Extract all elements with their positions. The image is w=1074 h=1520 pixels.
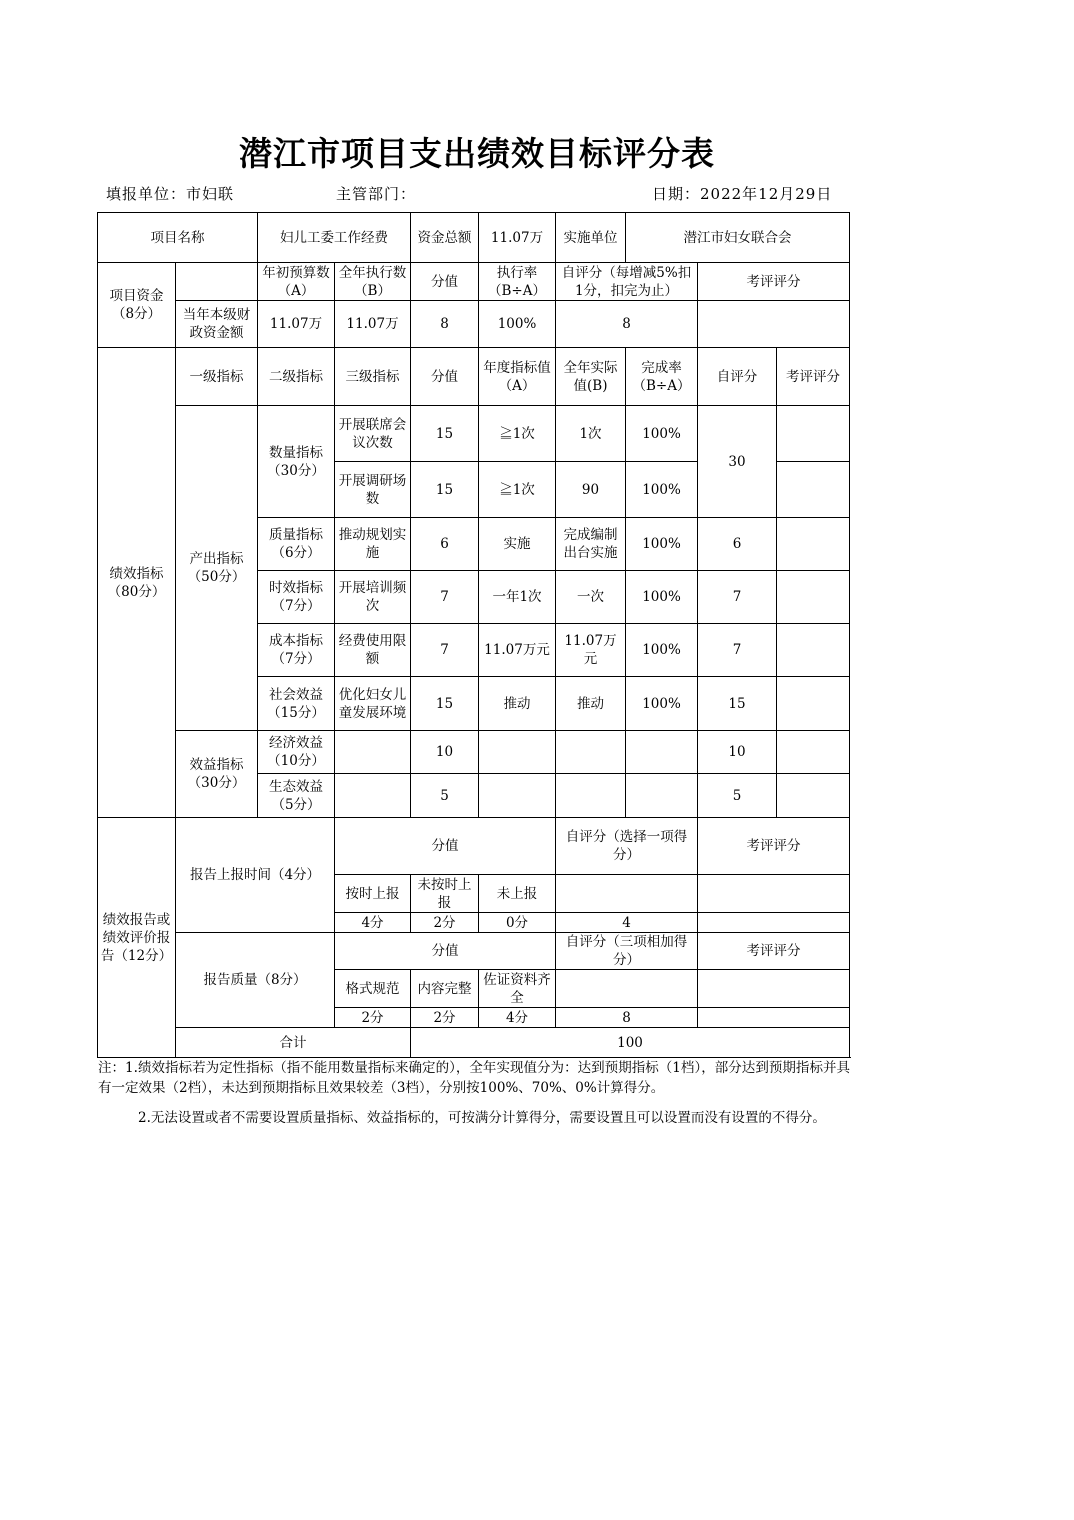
note-2: 2.无法设置或者不需要设置质量指标、效益指标的，可按满分计算得分，需要设置且可以设置而没有设置的不得分。 — [138, 1110, 826, 1126]
indicator-l3: 经费使用限额 — [335, 624, 411, 677]
indicator-target: 推动 — [479, 677, 556, 731]
indicator-l2: 经济效益（10分） — [258, 731, 335, 774]
report-time-pts-ontime: 4分 — [335, 913, 411, 933]
indicator-l3: 开展联席会议次数 — [335, 406, 411, 462]
funds-exec: 11.07万 — [335, 301, 411, 348]
indicator-score: 15 — [411, 406, 479, 462]
report-quality-pts-evidence: 4分 — [479, 1008, 556, 1028]
indicator-actual: 完成编制出台实施 — [556, 518, 626, 571]
page-title: 潜江市项目支出绩效目标评分表 — [239, 134, 715, 173]
report-quality-review — [698, 1008, 850, 1028]
indicator-self: 7 — [698, 624, 777, 677]
report-time-self-blank — [556, 875, 698, 913]
indicator-score: 6 — [411, 518, 479, 571]
report-time-opt-ontime: 按时上报 — [335, 875, 411, 913]
perf-head-score: 分值 — [411, 348, 479, 406]
report-quality-label: 报告质量（8分） — [176, 933, 335, 1028]
indicator-target — [479, 731, 556, 774]
indicator-review — [777, 624, 850, 677]
funds-header-row — [98, 263, 850, 301]
indicator-actual: 推动 — [556, 677, 626, 731]
impl-unit-label: 实施单位 — [556, 213, 626, 263]
report-time-score-label: 分值 — [335, 818, 556, 875]
indicator-score: 7 — [411, 571, 479, 624]
funds-col-self: 自评分（每增减5%扣1分，扣完为止） — [556, 263, 698, 301]
perf-row — [98, 731, 850, 774]
perf-head-rate: 完成率（B÷A） — [626, 348, 698, 406]
indicator-l3 — [335, 731, 411, 774]
report-quality-review-blank — [698, 970, 850, 1008]
indicator-review — [777, 774, 850, 818]
perf-head-actual: 全年实际值(B) — [556, 348, 626, 406]
indicator-l2: 生态效益（5分） — [258, 774, 335, 818]
funds-budget: 11.07万 — [258, 301, 335, 348]
funds-value-row — [98, 301, 850, 348]
indicator-self: 30 — [698, 406, 777, 518]
indicator-review — [777, 731, 850, 774]
perf-header-row — [98, 348, 850, 406]
report-time-review-blank — [698, 875, 850, 913]
indicator-review — [777, 406, 850, 462]
perf-head-target: 年度指标值（A） — [479, 348, 556, 406]
notes — [98, 1058, 850, 1138]
perf-row — [98, 406, 850, 462]
indicator-target: ≧1次 — [479, 406, 556, 462]
perf-head-review: 考评评分 — [777, 348, 850, 406]
indicator-actual: 1次 — [556, 406, 626, 462]
funds-section-label: 项目资金（8分） — [98, 263, 176, 348]
report-quality-opt-evidence: 佐证资料齐全 — [479, 970, 556, 1008]
indicator-rate — [626, 774, 698, 818]
indicator-self: 5 — [698, 774, 777, 818]
report-quality-pts-format: 2分 — [335, 1008, 411, 1028]
indicator-l2: 社会效益（15分） — [258, 677, 335, 731]
benefit-indicator-label: 效益指标（30分） — [176, 731, 258, 818]
indicator-rate: 100% — [626, 406, 698, 462]
indicator-review — [777, 571, 850, 624]
project-name-label: 项目名称 — [98, 213, 258, 263]
indicator-rate — [626, 731, 698, 774]
indicator-l2: 质量指标（6分） — [258, 518, 335, 571]
perf-section-label: 绩效指标（80分） — [98, 348, 176, 818]
indicator-actual: 90 — [556, 462, 626, 518]
indicator-actual: 11.07万元 — [556, 624, 626, 677]
project-name: 妇儿工委工作经费 — [258, 213, 411, 263]
indicator-self: 6 — [698, 518, 777, 571]
indicator-rate: 100% — [626, 571, 698, 624]
indicator-actual: 一次 — [556, 571, 626, 624]
perf-head-l1: 一级指标 — [176, 348, 258, 406]
funds-score: 8 — [411, 301, 479, 348]
report-quality-review-label: 考评评分 — [698, 933, 850, 970]
indicator-score: 5 — [411, 774, 479, 818]
perf-head-l2: 二级指标 — [258, 348, 335, 406]
indicator-score: 15 — [411, 677, 479, 731]
indicator-target — [479, 774, 556, 818]
indicator-actual — [556, 731, 626, 774]
project-row — [98, 213, 850, 263]
indicator-l2: 时效指标（7分） — [258, 571, 335, 624]
report-time-self: 4 — [556, 913, 698, 933]
indicator-self: 7 — [698, 571, 777, 624]
funds-self: 8 — [556, 301, 698, 348]
indicator-self: 10 — [698, 731, 777, 774]
indicator-target: ≧1次 — [479, 462, 556, 518]
output-indicator-label: 产出指标（50分） — [176, 406, 258, 731]
indicator-review — [777, 677, 850, 731]
funds-col-exec: 全年执行数（B） — [335, 263, 411, 301]
indicator-target: 一年1次 — [479, 571, 556, 624]
funds-col-review: 考评评分 — [698, 263, 850, 301]
report-time-opt-none: 未上报 — [479, 875, 556, 913]
indicator-rate: 100% — [626, 518, 698, 571]
report-quality-self-blank — [556, 970, 698, 1008]
report-time-header-row — [98, 818, 850, 875]
report-quality-header-row — [98, 933, 850, 970]
report-time-review — [698, 913, 850, 933]
indicator-l3 — [335, 774, 411, 818]
report-time-pts-none: 0分 — [479, 913, 556, 933]
report-quality-score-label: 分值 — [335, 933, 556, 970]
report-quality-opt-format: 格式规范 — [335, 970, 411, 1008]
indicator-score: 7 — [411, 624, 479, 677]
indicator-l3: 开展调研场数 — [335, 462, 411, 518]
indicator-review — [777, 462, 850, 518]
indicator-rate: 100% — [626, 462, 698, 518]
report-quality-opt-content: 内容完整 — [411, 970, 479, 1008]
funds-review — [698, 301, 850, 348]
funds-col-budget: 年初预算数（A） — [258, 263, 335, 301]
report-section-label: 绩效报告或绩效评价报告（12分） — [98, 818, 176, 1058]
report-date: 日期：2022年12月29日 — [652, 185, 833, 203]
indicator-l3: 优化妇女儿童发展环境 — [335, 677, 411, 731]
report-time-review-label: 考评评分 — [698, 818, 850, 875]
note-1: 注：1.绩效指标若为定性指标（指不能用数量指标来确定的），全年实现值分为：达到预期指标（1档），部分达到预期指标并具有一定效果（2档），未达到预期指标且效果较差（3档），分别按100%、70%、0%计算得分。 — [98, 1060, 850, 1096]
perf-head-l3: 三级指标 — [335, 348, 411, 406]
indicator-l3: 推动规划实施 — [335, 518, 411, 571]
perf-head-self: 自评分 — [698, 348, 777, 406]
indicator-target: 实施 — [479, 518, 556, 571]
funds-col-score: 分值 — [411, 263, 479, 301]
report-time-opt-late: 未按时上报 — [411, 875, 479, 913]
total-label: 合计 — [176, 1028, 411, 1058]
report-quality-self: 8 — [556, 1008, 698, 1028]
fund-total: 11.07万 — [479, 213, 556, 263]
fill-unit: 填报单位：市妇联 — [106, 185, 235, 203]
indicator-self: 15 — [698, 677, 777, 731]
fund-total-label: 资金总额 — [411, 213, 479, 263]
report-quality-self-label: 自评分（三项相加得分） — [556, 933, 698, 970]
report-quality-pts-content: 2分 — [411, 1008, 479, 1028]
funds-rate: 100% — [479, 301, 556, 348]
indicator-score: 10 — [411, 731, 479, 774]
funds-row-label: 当年本级财政资金额 — [176, 301, 258, 348]
report-time-self-label: 自评分（选择一项得分） — [556, 818, 698, 875]
impl-unit: 潜江市妇女联合会 — [626, 213, 850, 263]
funds-blank — [176, 263, 258, 301]
indicator-l2: 数量指标（30分） — [258, 406, 335, 518]
indicator-l3: 开展培训频次 — [335, 571, 411, 624]
report-time-pts-late: 2分 — [411, 913, 479, 933]
indicator-l2: 成本指标（7分） — [258, 624, 335, 677]
indicator-rate: 100% — [626, 624, 698, 677]
indicator-review — [777, 518, 850, 571]
total-value: 100 — [411, 1028, 850, 1058]
funds-col-rate: 执行率（B÷A） — [479, 263, 556, 301]
report-time-label: 报告上报时间（4分） — [176, 818, 335, 933]
indicator-actual — [556, 774, 626, 818]
total-row — [98, 1028, 850, 1058]
indicator-target: 11.07万元 — [479, 624, 556, 677]
score-table — [97, 212, 850, 1058]
supervising-dept: 主管部门： — [336, 185, 417, 203]
indicator-rate: 100% — [626, 677, 698, 731]
indicator-score: 15 — [411, 462, 479, 518]
